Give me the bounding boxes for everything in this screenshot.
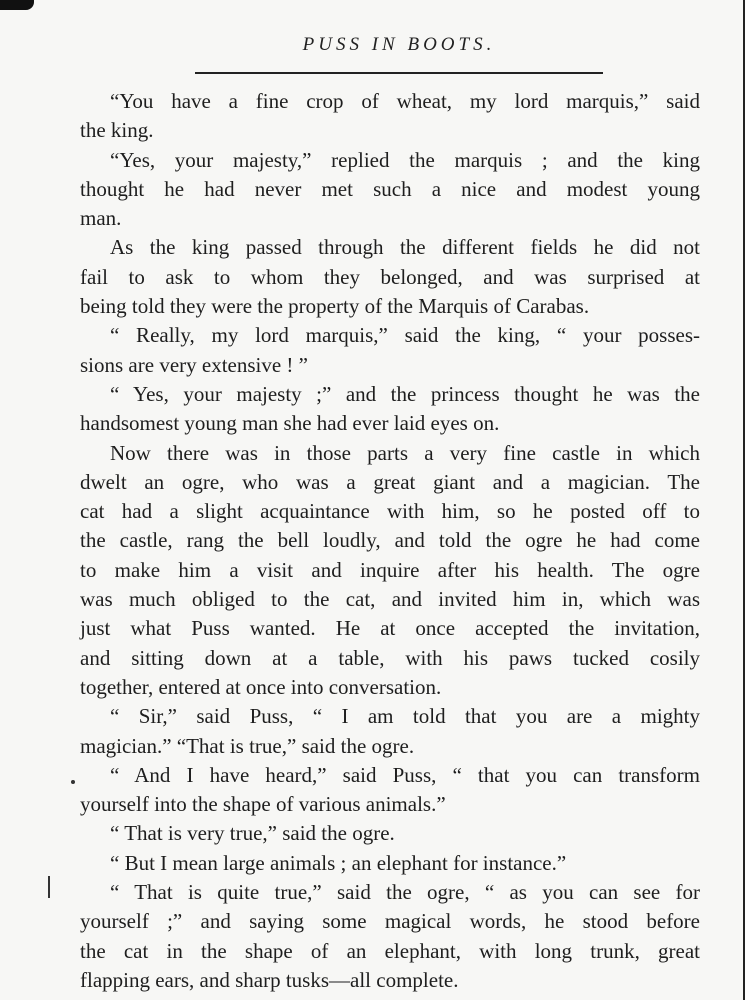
text-line: flapping ears, and sharp tusks—all complete.	[80, 967, 459, 992]
body-text	[80, 87, 700, 995]
text-line: to make him a visit and inquire after his health. The ogre	[80, 557, 700, 582]
text-line: dwelt an ogre, who was a great giant and a magician. The	[80, 469, 700, 494]
text-line: being told they were the property of the Marquis of Carabas.	[80, 294, 590, 319]
text-line: “ And I have heard,” said Puss, “ that you can transform	[110, 762, 700, 787]
text-line: “You have a fine crop of wheat, my lord marquis,” said	[110, 89, 700, 113]
text-line: the castle, rang the bell loudly, and told the ogre he had come	[80, 528, 700, 553]
text-line: just what Puss wanted. He at once accepted the invitation,	[80, 616, 700, 641]
text-line: the king.	[80, 118, 154, 143]
text-line: yourself ;” and saying some magical words, he stood before	[80, 909, 700, 934]
text-line: “ Yes, your majesty ;” and the princess thought he was the	[110, 381, 700, 406]
text-line: magician.” “That is true,” said the ogre.	[80, 733, 415, 758]
text-line: yourself into the shape of various animals.”	[80, 792, 446, 817]
text-line: sions are very extensive ! ”	[80, 352, 308, 377]
text-line: man.	[80, 206, 122, 231]
text-line: “ Really, my lord marquis,” said the king, “ your posses-	[110, 323, 700, 348]
text-line: “Yes, your majesty,” replied the marquis ; and the king	[110, 147, 700, 172]
text-line: the cat in the shape of an elephant, with long trunk, great	[80, 938, 700, 963]
text-line: thought he had never met such a nice and modest young	[80, 176, 700, 201]
text-line: Now there was in those parts a very fine castle in which	[110, 440, 700, 465]
text-line: cat had a slight acquaintance with him, so he posted off to	[80, 499, 700, 524]
header-rule	[195, 72, 603, 74]
text-line: together, entered at once into conversation.	[80, 674, 442, 699]
text-line: and sitting down at a table, with his paws tucked cosily	[80, 645, 700, 670]
text-line: fail to ask to whom they belonged, and was surprised at	[80, 264, 700, 289]
text-line: “ But I mean large animals ; an elephant for instance.”	[110, 850, 567, 875]
margin-dot	[71, 780, 75, 784]
running-head: PUSS IN BOOTS.	[302, 34, 496, 55]
text-line: “ That is very true,” said the ogre.	[110, 821, 395, 846]
text-line: As the king passed through the different fields he did not	[110, 235, 700, 260]
text-line: “ That is quite true,” said the ogre, “ as you can see for	[110, 880, 700, 905]
scan-corner-mark	[0, 0, 34, 10]
text-line: was much obliged to the cat, and invited him in, which was	[80, 587, 700, 612]
text-line: “ Sir,” said Puss, “ I am told that you are a mighty	[110, 704, 700, 729]
margin-mark	[48, 876, 50, 898]
text-line: handsomest young man she had ever laid eyes on.	[80, 411, 500, 436]
